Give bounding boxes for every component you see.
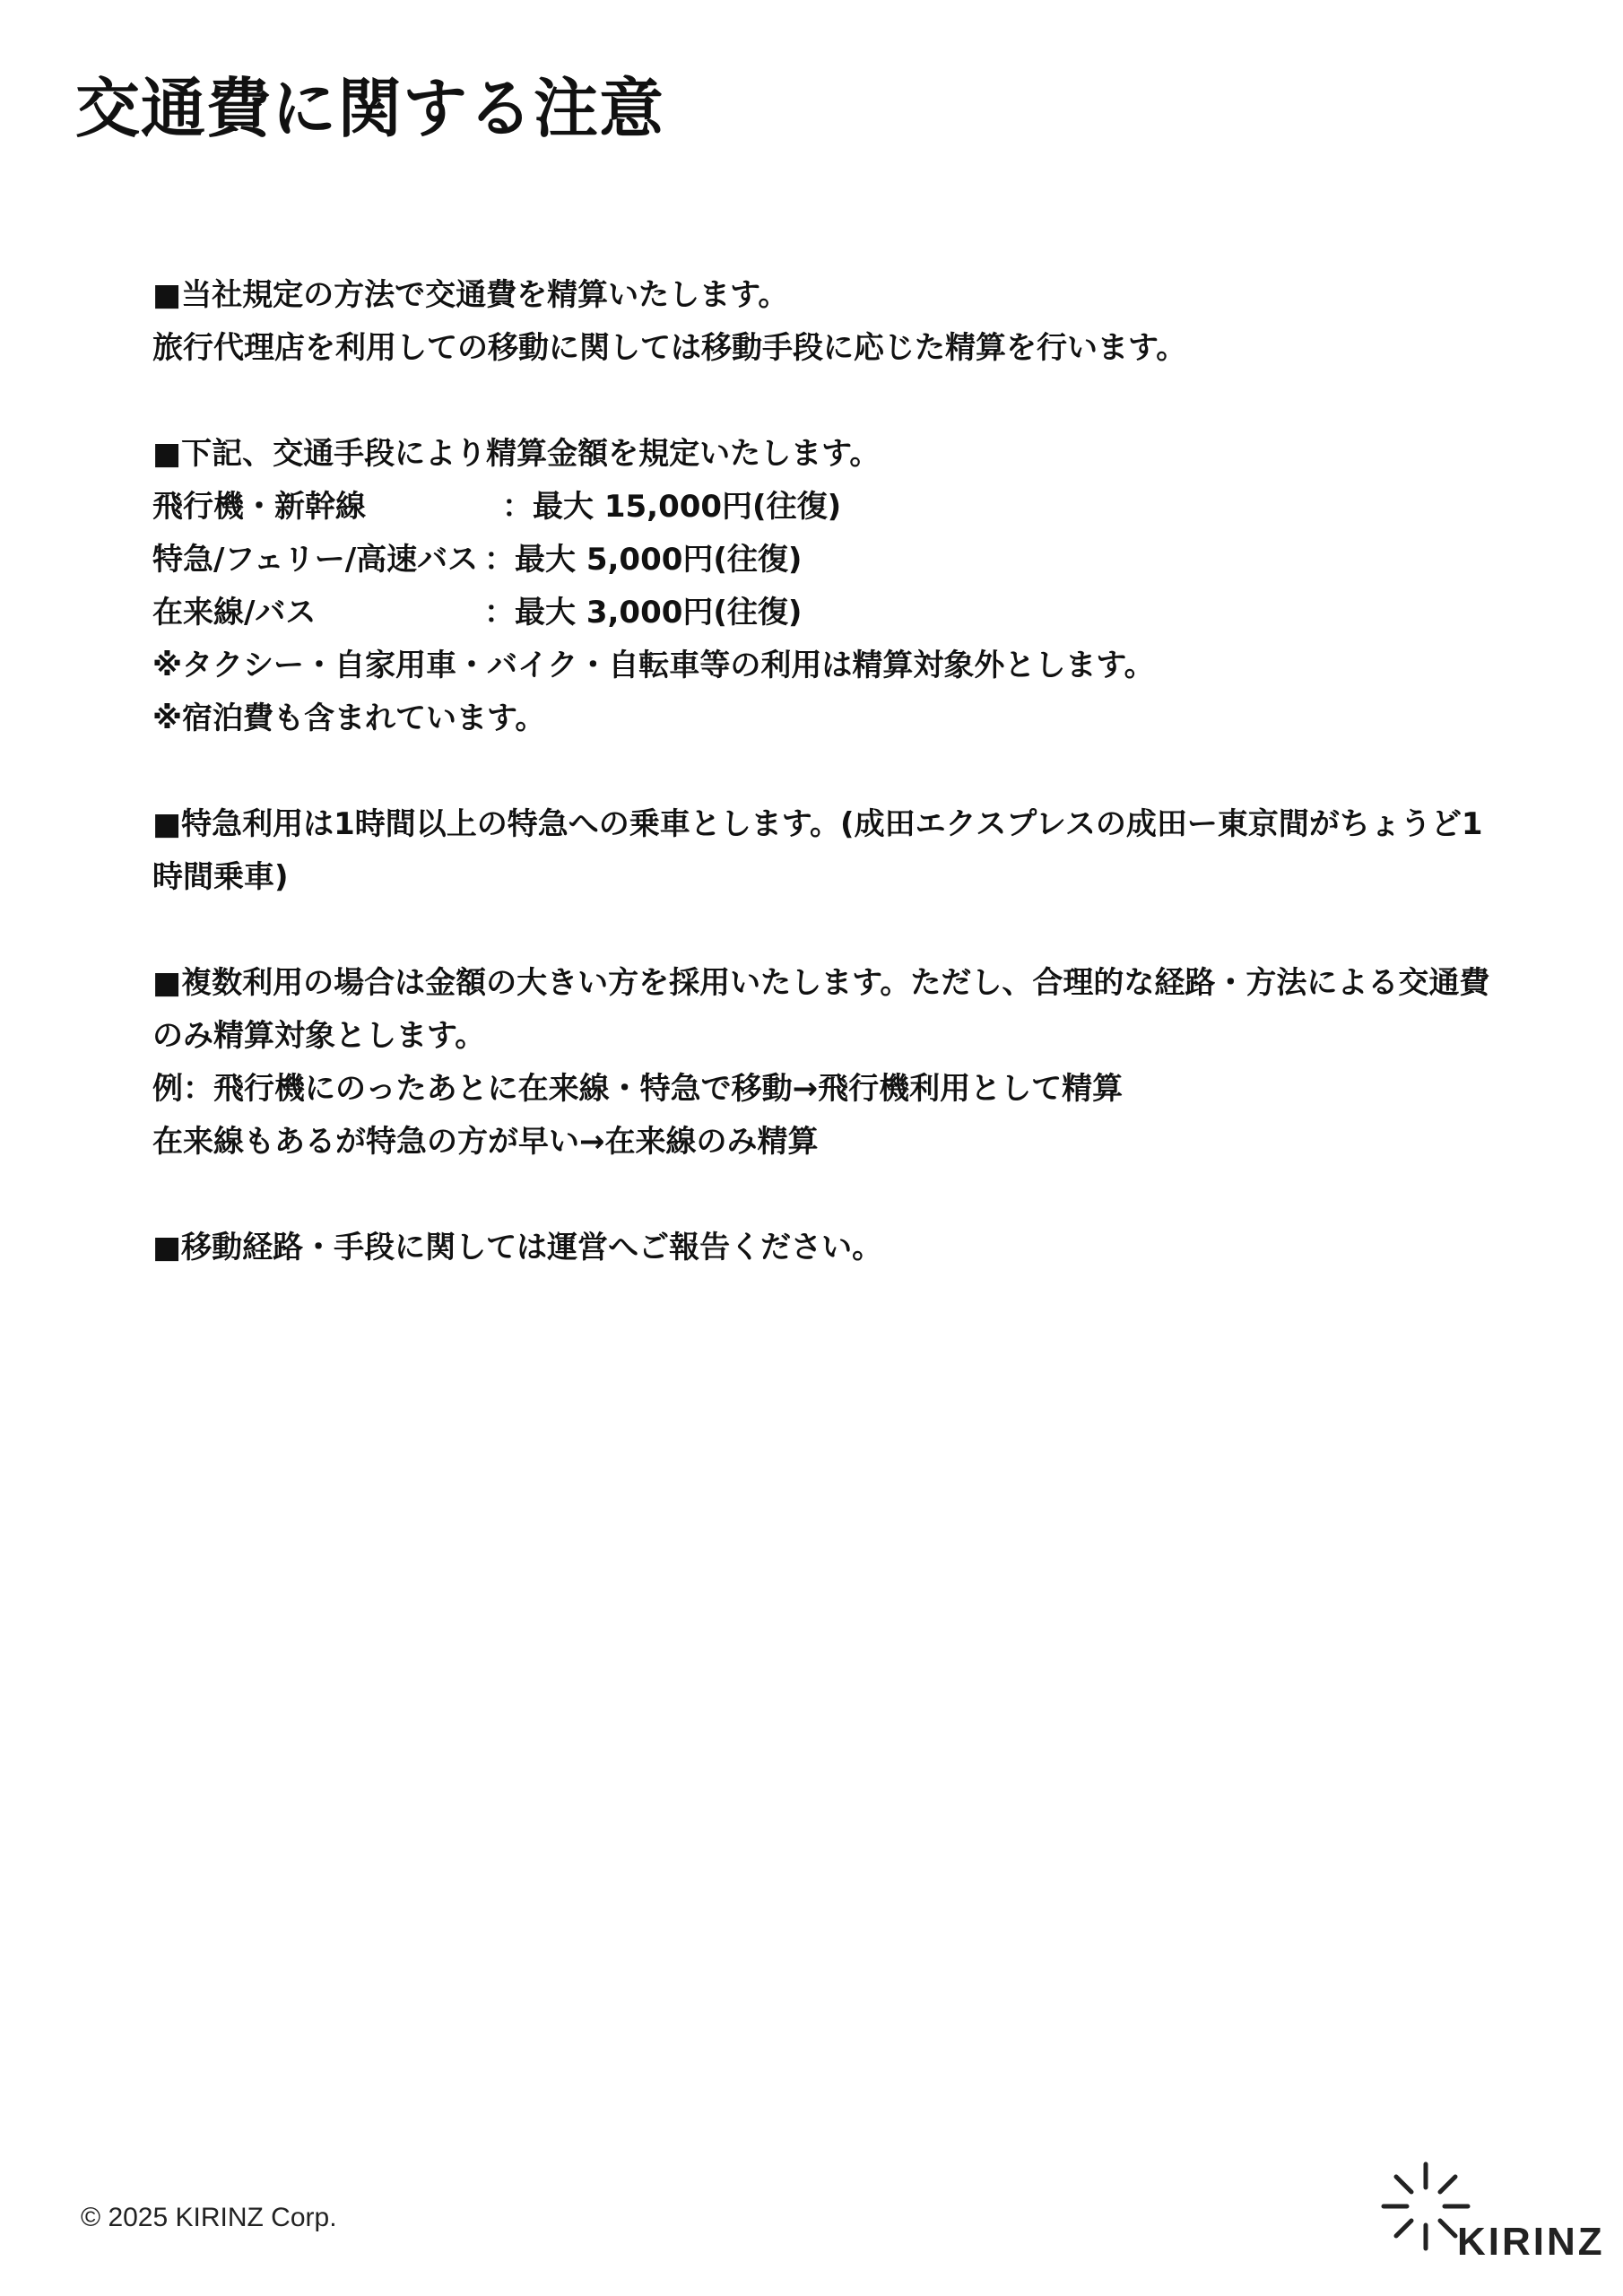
multiple-usage-text-continued: のみ精算対象とします。 (152, 1018, 486, 1054)
section-express-usage (152, 798, 1497, 904)
section-multiple-usage (152, 957, 1497, 1169)
rate-label: 特急/フェリー/高速バス (152, 542, 479, 578)
rate-value: ：最大 3,000円(往復) (484, 595, 803, 631)
rate-value: ：最大 5,000円(往復) (484, 542, 803, 578)
section-settlement-method (152, 269, 1497, 375)
copyright-text: © 2025 KIRINZ Corp. (81, 2203, 337, 2232)
page-title: 交通費に関する注意 (75, 71, 665, 146)
rate-label: 飛行機・新幹線 (152, 489, 366, 525)
example-line-2: 在来線もあるが特急の方が早い→在来線のみ精算 (152, 1124, 819, 1160)
limits-heading: ■下記、交通手段により精算金額を規定いたします。 (152, 436, 881, 472)
rate-value: ：最大 15,000円(往復) (502, 489, 842, 525)
multiple-usage-text: ■複数利用の場合は金額の大きい方を採用いたします。ただし、合理的な経路・方法による交通費 (152, 965, 1490, 1001)
kirinz-logo (1376, 2157, 1605, 2265)
travel-agency-text: 旅行代理店を利用しての移動に関しては移動手段に応じた精算を行います。 (152, 330, 1187, 366)
excluded-transport-note: ※タクシー・自家用車・バイク・自転車等の利用は精算対象外とします。 (152, 648, 1155, 683)
express-usage-text: ■特急利用は1時間以上の特急への乗車とします。(成田エクスプレスの成田ー東京間がちょうど1 (152, 806, 1483, 842)
section-report-route (152, 1222, 1497, 1274)
accommodation-note: ※宿泊費も含まれています。 (152, 700, 546, 736)
document-body (152, 269, 1497, 1327)
settlement-method-text: ■当社規定の方法で交通費を精算いたします。 (152, 277, 789, 313)
rate-row-local-train-bus (152, 587, 1497, 639)
section-settlement-limits (152, 428, 1497, 745)
rate-label: 在来線/バス (152, 595, 317, 631)
rate-row-airplane-shinkansen (152, 481, 1497, 534)
express-usage-text-continued: 時間乗車) (152, 859, 289, 895)
rate-row-express-ferry-bus (152, 534, 1497, 587)
logo-wordmark: KIRINZ (1457, 2220, 1605, 2264)
example-line-1: 例：飛行機にのったあとに在来線・特急で移動→飛行機利用として精算 (152, 1071, 1124, 1107)
report-route-text: ■移動経路・手段に関しては運営へご報告ください。 (152, 1230, 883, 1265)
